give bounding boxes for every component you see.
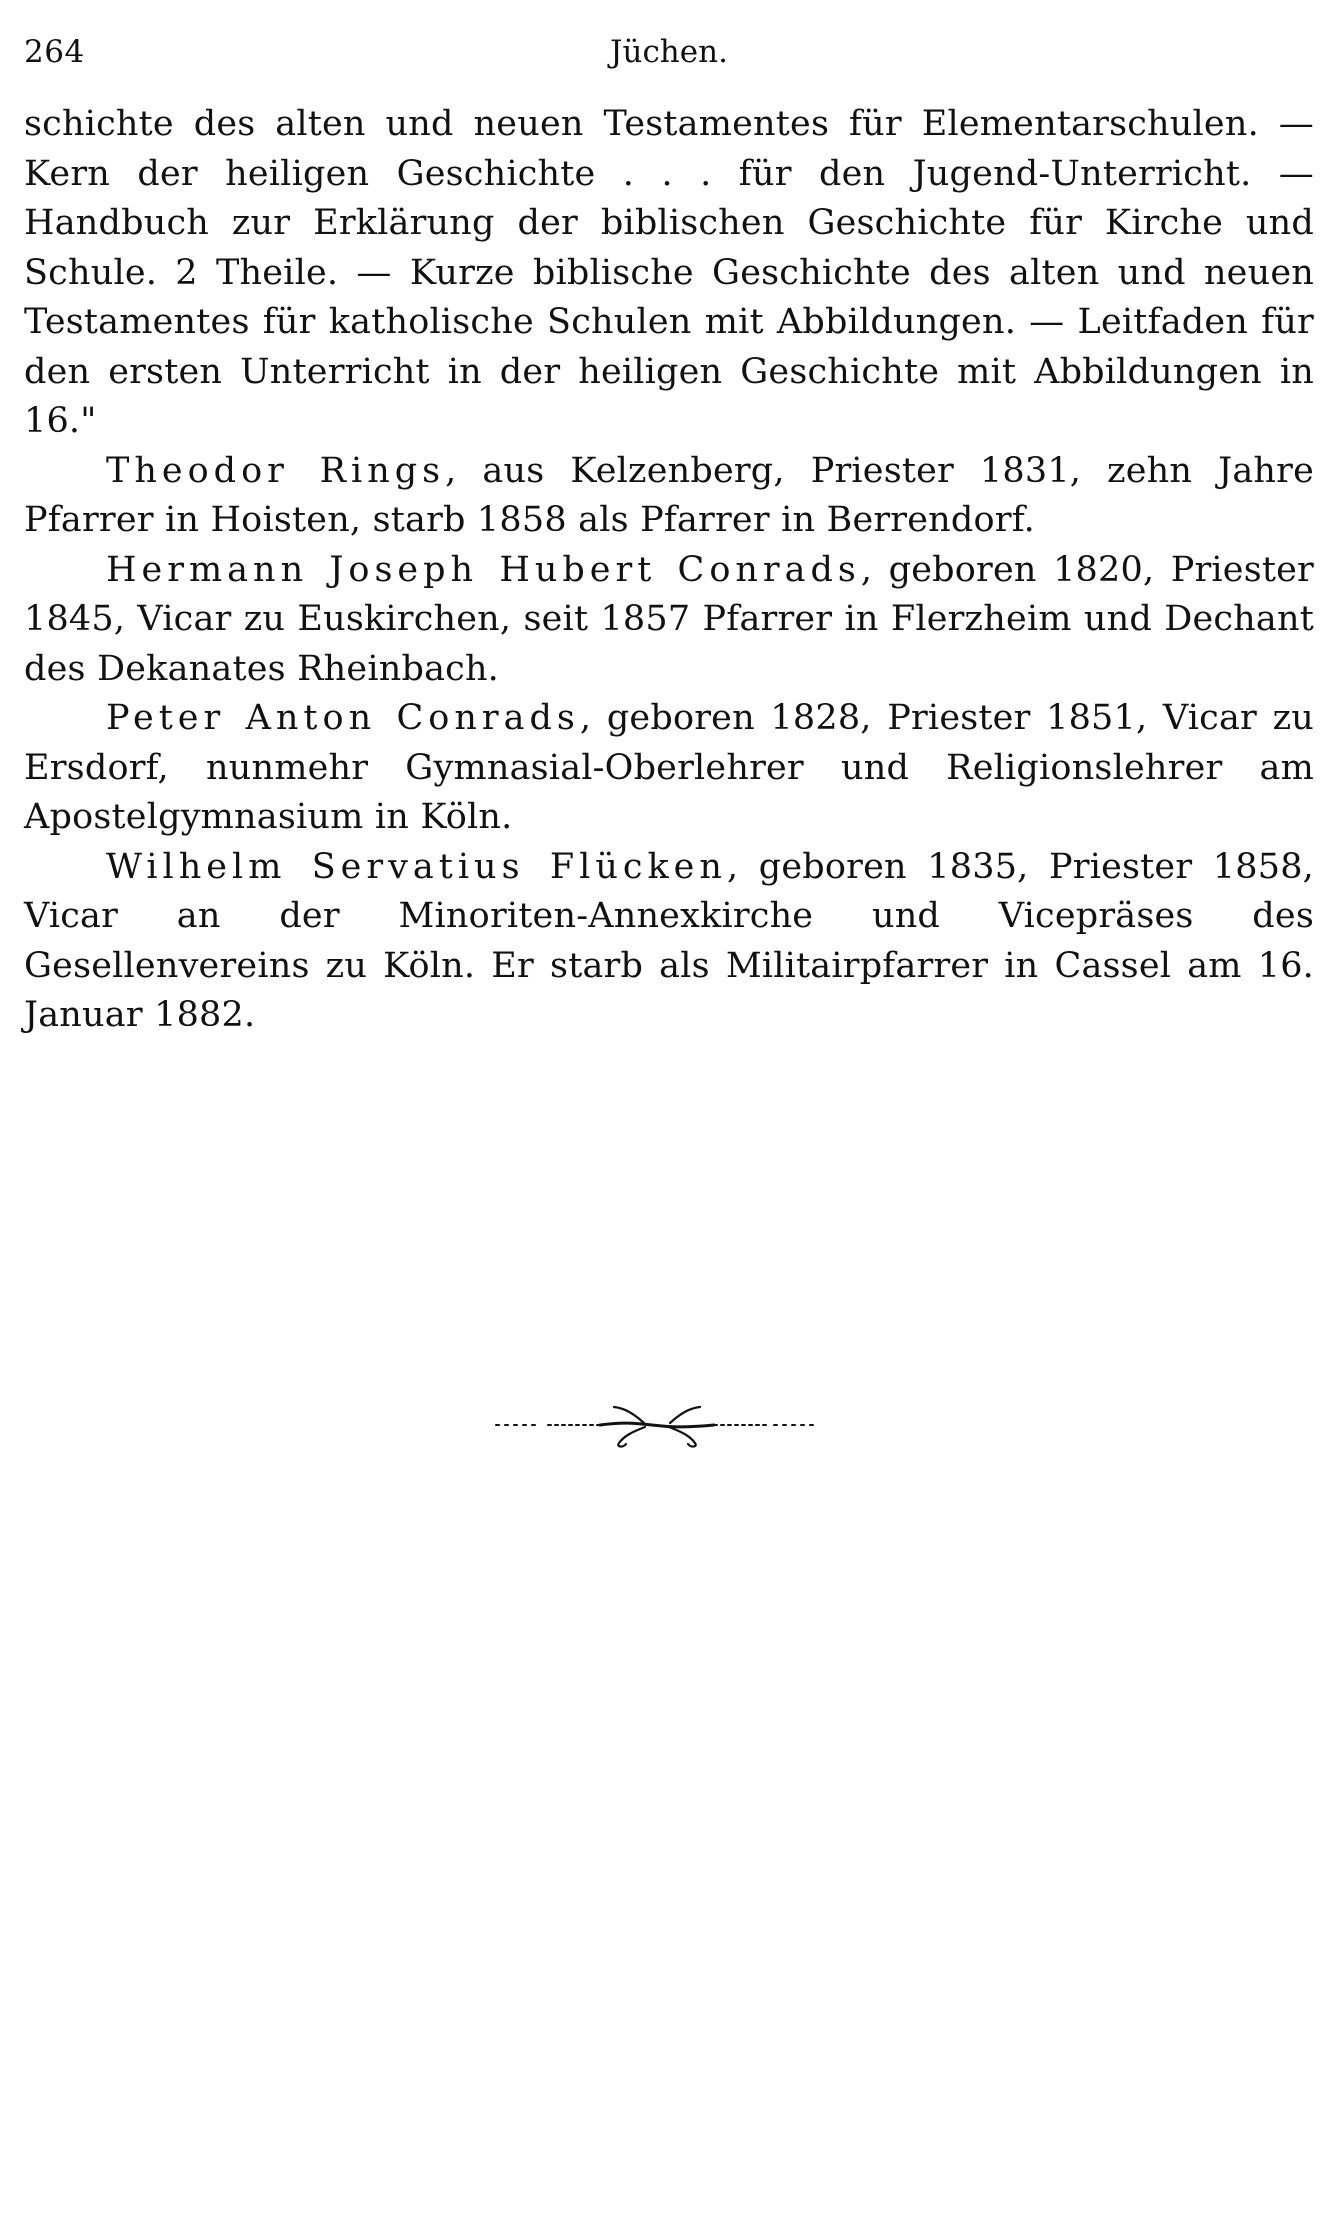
- entry-theodor-rings: [24, 447, 1314, 546]
- entry-wilhelm-fluecken: [24, 843, 1314, 1041]
- running-head: Jüchen.: [610, 34, 728, 70]
- typographic-ornament-icon: [492, 1398, 822, 1450]
- entry-hermann-conrads: [24, 546, 1314, 695]
- book-list-continuation: [24, 100, 1314, 447]
- paragraph-text: , aus Kelzenberg, Priester 1831, zehn Jahre Pfarrer in Hoisten, starb 1858 als Pfarrer in Berrendorf.: [24, 450, 1314, 540]
- page-number: 264: [24, 34, 85, 70]
- person-name: Hermann Joseph Hubert Conrads: [106, 549, 861, 590]
- paragraph-text: schichte des alten und neuen Testamentes für Elementarschulen. — Kern der heiligen Geschichte . . . für den Jugend-Unterricht. — Handbuch zur Erklärung der biblischen Geschichte für Kirche und Schule. 2 Theile. — Kurze biblische Geschichte des alten und neuen Testamentes für katholische Schulen mit Abbildungen. — Leitfaden für den ersten Unterricht in der heiligen Geschichte mit Abbildungen in 16.": [24, 104, 1314, 441]
- page-header: [24, 34, 1314, 84]
- person-name: Theodor Rings: [106, 450, 446, 491]
- paragraph-text: , geboren 1835, Priester 1858, Vicar an der Minoriten-Annexkirche und Vicepräses des Gesellenvereins zu Köln. Er starb als Militairpfarrer in Cassel am 16. Januar 1882.: [24, 846, 1314, 1035]
- entry-peter-conrads: [24, 694, 1314, 843]
- paragraph-text: , geboren 1820, Priester 1845, Vicar zu Euskirchen, seit 1857 Pfarrer in Flerzheim und Dechant des Dekanates Rheinbach.: [24, 549, 1314, 689]
- person-name: Peter Anton Conrads: [106, 698, 580, 738]
- person-name: Wilhelm Servatius Flücken: [106, 846, 727, 887]
- page-body: [24, 100, 1314, 1041]
- paragraph-text: , geboren 1828, Priester 1851, Vicar zu Ersdorf, nunmehr Gymnasial-Oberlehrer und Religionslehrer am Apostelgymnasium in Köln.: [24, 698, 1314, 837]
